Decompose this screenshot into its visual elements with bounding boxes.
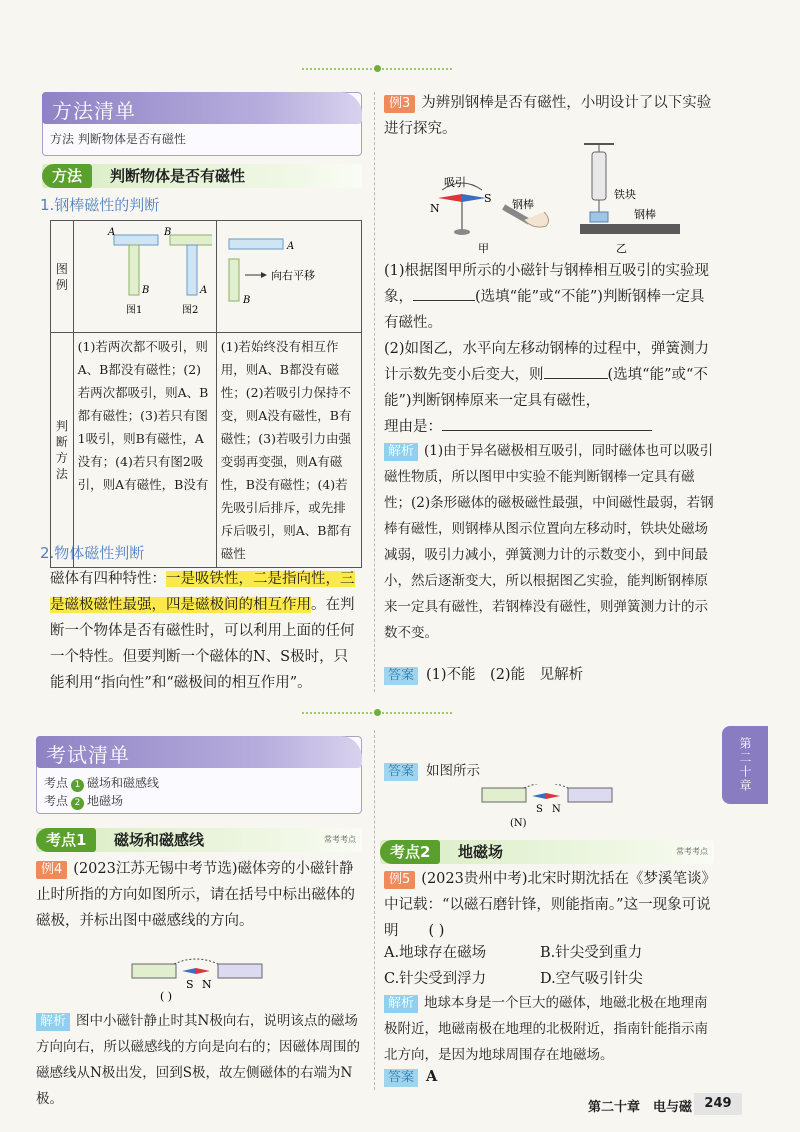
- fig2-label-a: A: [199, 285, 207, 296]
- table-method-right: (1)若始终没有相互作用，则A、B都没有磁性；(2)若吸引力保持不变，则A没有磁性，B有磁性；(3)若吸引力由强变弱再变强，则A有磁性，B没有磁性；(4)若先吸引后排斥，或先排斥后吸引，则A、B都有磁性: [216, 333, 361, 568]
- example5-answer-text: A: [426, 1068, 438, 1085]
- move-label: 向右平移: [270, 269, 315, 282]
- example3-q1: [384, 258, 718, 336]
- example4-answer-text: 如图所示: [426, 763, 481, 779]
- q2-reason-blank: [442, 417, 652, 431]
- field-line: [174, 959, 218, 964]
- method-heading: 判断物体是否有磁性: [110, 167, 246, 185]
- example3-question: [384, 90, 718, 142]
- exam-point-1: [44, 774, 159, 792]
- q2-part-b: (选填“能”或“不能”)判断钢棒原来一定具有磁性，: [384, 367, 708, 409]
- chapter-tab: 第二十章: [722, 726, 768, 804]
- q2-blank: [544, 365, 608, 379]
- fig-jia-caption: 甲: [478, 242, 489, 255]
- example5-analysis-text: 地球本身是一个巨大的磁体，地磁北极在地理南极附近，地磁南极在地理的北极附近，指南针能指示南北方向，是因为地球周围存在地磁场。: [384, 995, 708, 1063]
- para-post: 。在判断一个物体是否有磁性时，可以利用上面的任何一个特性。但要判断一个磁体的N、S极时，只能利用“指向性”和“磁极间的相互作用”。: [50, 597, 355, 691]
- q2-part-c: 理由是：: [384, 419, 442, 435]
- right-magnet: [218, 964, 262, 978]
- exam-point-1-num: 1: [71, 779, 84, 792]
- example4-label: 例4: [36, 861, 67, 879]
- table-row-head-figure: 图例: [51, 221, 74, 333]
- kaodian2-title: 地磁场: [458, 843, 504, 861]
- fig1-bar-b: [129, 245, 139, 295]
- example4-answer-label: 答案: [384, 763, 418, 781]
- q1-part-b: (选填“能”或“不能”)判断钢棒一定具有磁性。: [384, 289, 705, 331]
- example3-analysis: [384, 438, 718, 646]
- middle-divider: [302, 712, 452, 718]
- example3-analysis-label: 解析: [384, 443, 418, 461]
- fig2-caption: 图2: [181, 305, 199, 316]
- ans-left-magnet: [482, 788, 526, 802]
- example5-answer-label: 答案: [384, 1069, 418, 1087]
- example4-analysis-text: 图中小磁针静止时其N极向右，说明该点的磁场方向向右，所以磁感线的方向是向右的；因磁体周围的磁感线从N极出发，回到S极，故左侧磁体的右端为N极。: [36, 1013, 360, 1107]
- ans-right-magnet: [568, 788, 612, 802]
- example5-analysis: [384, 990, 718, 1068]
- fig1-label-a: A: [107, 227, 115, 238]
- fig-n-label: N: [430, 202, 440, 215]
- top-divider: [302, 68, 452, 74]
- kaodian1-bar: [36, 828, 362, 852]
- method-heading-bar: [42, 164, 362, 188]
- example4-figure: [130, 958, 290, 1004]
- kaodian1-freq: 常考考点: [324, 835, 356, 844]
- example4-answer: [384, 758, 718, 784]
- example5-question: [384, 866, 718, 944]
- steel-rod-yi: [580, 224, 680, 234]
- example3-analysis-text: (1)由于异名磁极相互吸引，同时磁体也可以吸引磁性物质，所以图甲中实验不能判断钢棒一定具有磁性；(2)条形磁体的磁极磁性最强，中间磁性最弱，若钢棒有磁性，则钢棒从图示位置向左移动时，铁块处磁场减弱，吸引力减小，弹簧测力计的示数变小，到中间最小，然后逐渐变大，所以根据图乙实验，能判断钢棒原来一定具有磁性，若钢棒没有磁性，则弹簧测力计的示数不变。: [384, 443, 714, 641]
- option-a: A.地球存在磁场: [384, 945, 487, 961]
- kaodian2-tag: 考点2: [380, 840, 440, 864]
- right-label-a: A: [286, 241, 295, 252]
- right-label-b: B: [242, 295, 251, 306]
- ans-pole-label: (N): [510, 818, 527, 829]
- ex4-n-label: N: [202, 978, 212, 991]
- needle-base: [454, 229, 470, 235]
- table-row-head-method: 判断方法: [51, 333, 74, 568]
- needle-blue-half: [462, 194, 486, 202]
- example3-figure: [384, 140, 718, 258]
- fig2-label-b: B: [163, 227, 171, 238]
- fig1-caption: 图1: [125, 305, 143, 316]
- exam-point-2-num: 2: [71, 797, 84, 810]
- exam-point-1-prefix: 考点: [44, 776, 69, 790]
- method-table: [50, 220, 362, 568]
- move-arrow-head: [261, 272, 267, 278]
- kaodian2-bar: [380, 840, 714, 864]
- translation-figure: [217, 221, 357, 325]
- method-list-item: 方法 判断物体是否有磁性: [50, 132, 186, 146]
- para-highlight: 一是吸铁性，二是指向性，三是磁极磁性最强，四是磁极间的相互作用: [50, 571, 355, 613]
- example5-label: 例5: [384, 871, 415, 889]
- example4-analysis-label: 解析: [36, 1013, 70, 1031]
- exam-list-title: 考试清单: [36, 736, 362, 768]
- example4-answer-figure: [480, 784, 640, 830]
- fig1-bar-a: [114, 235, 158, 245]
- needle-n-half: [196, 968, 210, 974]
- q1-part-a: (1)根据图甲所示的小磁针与钢棒相互吸引的实验现象，: [384, 263, 710, 305]
- subheading-steel-rod: 1.钢棒磁性的判断: [40, 196, 160, 214]
- hand-icon: [524, 212, 549, 227]
- example4-question-text: (2023江苏无锡中考节选)磁体旁的小磁针静止时所指的方向如图所示，请在括号中标出磁体的磁极，并标出图中磁感线的方向。: [36, 861, 355, 929]
- fig-attract-label: 吸引: [444, 176, 466, 189]
- example5-options: [384, 940, 718, 992]
- kaodian1-tag: 考点1: [36, 828, 96, 852]
- left-magnet: [132, 964, 176, 978]
- column-divider-bottom: [374, 730, 375, 1090]
- magnet-properties-paragraph: [50, 566, 362, 696]
- spring-scale: [592, 152, 606, 200]
- fig-s-label: S: [484, 192, 492, 205]
- example4-question: [36, 856, 362, 934]
- ans-field-line: [524, 784, 568, 788]
- right-bar-b: [229, 259, 239, 301]
- method-list-title: 方法清单: [42, 92, 362, 124]
- page-number: 249: [694, 1093, 742, 1115]
- ex4-s-label: S: [186, 978, 194, 991]
- exam-point-1-text: 磁场和磁感线: [87, 776, 160, 790]
- ans-s-label: S: [536, 804, 543, 815]
- example5-paren: ( ): [428, 923, 445, 939]
- fig-iron-label: 铁块: [614, 188, 636, 201]
- kaodian2-freq: 常考考点: [676, 847, 708, 856]
- fig2-bar-a: [187, 245, 197, 295]
- example3-answer: [384, 662, 718, 688]
- para-pre: 磁体有四种特性：: [50, 571, 166, 587]
- exam-point-2: [44, 792, 123, 810]
- ans-n-label: N: [552, 804, 561, 815]
- column-divider-top: [374, 92, 375, 692]
- table-figure-left: [73, 221, 216, 333]
- fig-yi-caption: 乙: [616, 242, 627, 255]
- q1-blank: [413, 287, 475, 301]
- example3-q2: [384, 336, 718, 440]
- method-tag: 方法: [42, 164, 92, 188]
- t-shape-figures: [74, 221, 212, 325]
- subheading-object-magnetism: 2.物体磁性判断: [40, 544, 145, 562]
- fig-steel-label: 钢棒: [512, 198, 534, 211]
- example3-answer-text: (1)不能 (2)能 见解析: [426, 667, 584, 683]
- ans-needle-s: [532, 793, 546, 799]
- exam-point-2-text: 地磁场: [87, 794, 124, 808]
- table-figure-right: [216, 221, 361, 333]
- q2-part-a: (2)如图乙，水平向左移动钢棒的过程中，弹簧测力计示数先变小后变大，则: [384, 341, 710, 383]
- example3-answer-label: 答案: [384, 667, 418, 685]
- ans-needle-n: [546, 793, 560, 799]
- example3-question-text: 为辨别钢棒是否有磁性，小明设计了以下实验进行探究。: [384, 95, 712, 137]
- needle-s-half: [182, 968, 196, 974]
- option-b: B.针尖受到重力: [540, 945, 643, 961]
- option-d: D.空气吸引针尖: [540, 971, 643, 987]
- table-method-left: (1)若两次都不吸引，则A、B都没有磁性；(2)若两次都吸引，则A、B都有磁性；(3)若只有图1吸引，则B有磁性，A没有；(4)若只有图2吸引，则A有磁性，B没有: [73, 333, 216, 568]
- example3-label: 例3: [384, 95, 415, 113]
- example4-analysis: [36, 1008, 362, 1112]
- example5-analysis-label: 解析: [384, 995, 418, 1013]
- ex4-paren: ( ): [160, 990, 173, 1003]
- fig-steel-label-2: 钢棒: [634, 208, 656, 221]
- footer-chapter: 第二十章 电与磁: [587, 1100, 692, 1115]
- example5-answer: [384, 1064, 718, 1090]
- kaodian1-title: 磁场和磁感线: [114, 831, 205, 849]
- exam-point-2-prefix: 考点: [44, 794, 69, 808]
- needle-red-half: [438, 194, 462, 202]
- fig2-bar-b: [170, 235, 212, 245]
- option-c: C.针尖受到浮力: [384, 971, 487, 987]
- example5-question-text: (2023贵州中考)北宋时期沈括在《梦溪笔谈》中记载：“以磁石磨针锋，则能指南。”这一现象可说明: [384, 871, 716, 939]
- fig1-label-b: B: [141, 285, 149, 296]
- right-bar-a: [229, 239, 283, 249]
- iron-block: [590, 212, 608, 222]
